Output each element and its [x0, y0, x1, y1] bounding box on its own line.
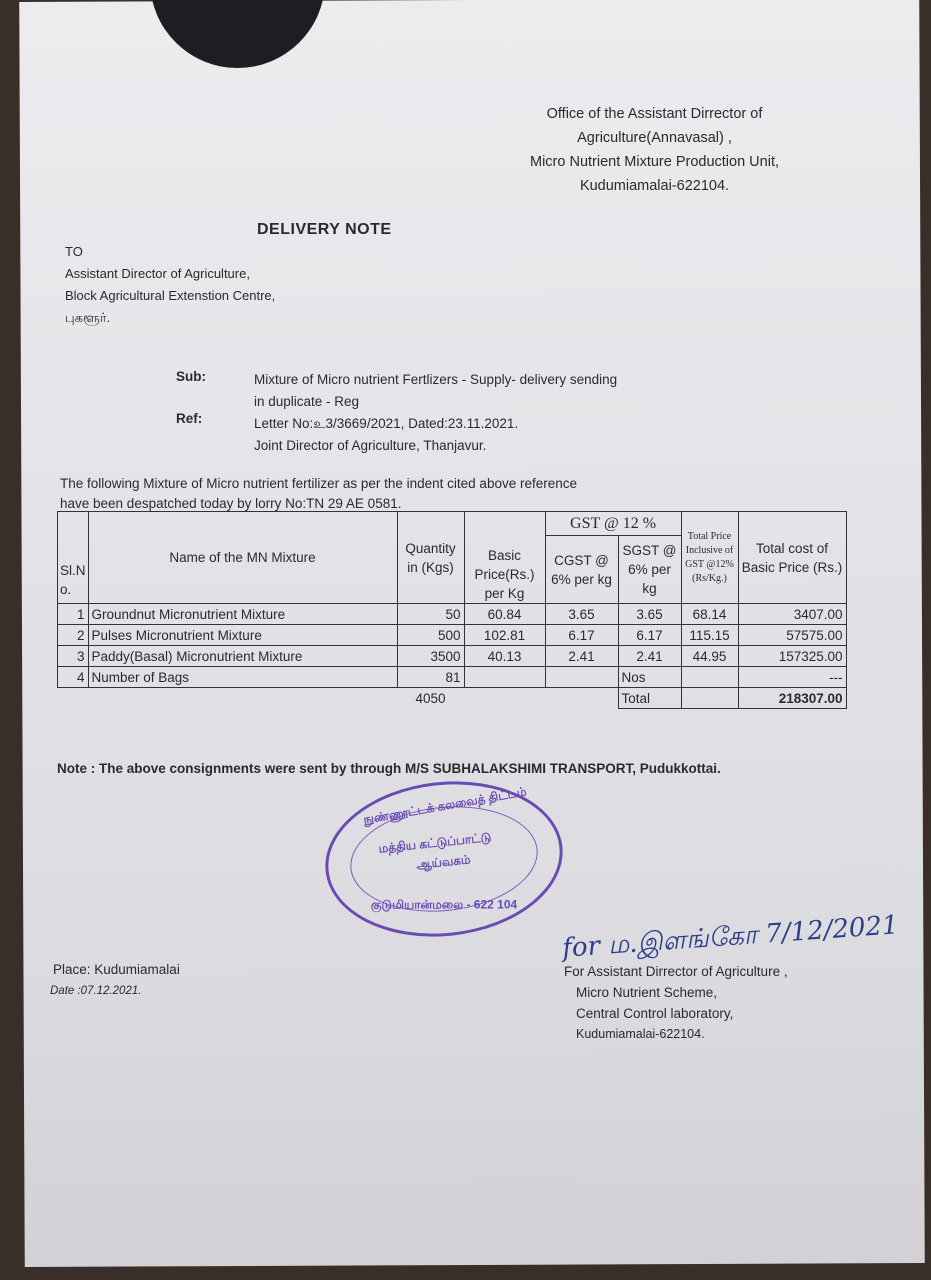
stamp-top-text: நுண்ணூட்டக் கலவைத் திட்டம்: [362, 784, 528, 827]
table-cell: 157325.00: [738, 646, 846, 667]
mixture-table: [57, 511, 847, 709]
header-sgst: SGST @ 6% per kg: [618, 536, 681, 604]
table-cell: [545, 667, 618, 688]
handwritten-signature: for ம.இளங்கோ 7/12/2021: [561, 910, 900, 964]
total-quantity: 4050: [415, 690, 446, 706]
place: Place: Kudumiamalai: [53, 962, 180, 977]
header-total-cost: Total cost of Basic Price (Rs.): [738, 512, 846, 604]
table-cell: 2: [58, 625, 89, 646]
header-name: Name of the MN Mixture: [88, 512, 397, 604]
signatory-line: Micro Nutrient Scheme,: [576, 985, 718, 1000]
table-cell: 4: [58, 667, 89, 688]
header-line: Micro Nutrient Mixture Production Unit,: [530, 154, 779, 170]
header-total-price: Total Price Inclusive of GST @12% (Rs/Kg.): [681, 512, 738, 604]
table-cell: 3: [58, 646, 89, 667]
intro-text: [60, 474, 577, 514]
table-cell: Pulses Micronutrient Mixture: [88, 625, 397, 646]
subject-line: in duplicate - Reg: [254, 394, 360, 409]
table-row: [58, 604, 847, 625]
header-gst: GST @ 12 %: [545, 512, 681, 536]
table-cell: [681, 667, 738, 688]
header-qty: Quantity in (Kgs): [397, 512, 464, 604]
table-cell: 60.84: [464, 604, 545, 625]
signatory-line: Central Control laboratory,: [576, 1006, 734, 1021]
table-cell: 3500: [397, 646, 464, 667]
table-cell: 44.95: [681, 646, 738, 667]
table-cell: 57575.00: [738, 625, 846, 646]
header-line: Kudumiamalai-622104.: [579, 178, 730, 194]
stamp-inner-text: ஆய்வகம்: [415, 852, 472, 872]
date: Date :07.12.2021.: [50, 985, 142, 997]
signatory-line: For Assistant Dirrector of Agriculture ,: [564, 964, 788, 979]
transport-note: Note : The above consignments were sent by through M/S SUBHALAKSHIMI TRANSPORT, Pudukkottai.: [57, 761, 721, 776]
ref-label: Ref:: [176, 411, 203, 426]
table-cell: 3407.00: [738, 604, 846, 625]
table-cell: Nos: [618, 667, 681, 688]
reference-line: Joint Director of Agriculture, Thanjavur.: [254, 438, 487, 453]
recipient-line: Assistant Director of Agriculture,: [65, 266, 250, 281]
to-label: TO: [65, 244, 83, 259]
table-cell: 115.15: [681, 625, 738, 646]
table-cell: [464, 667, 545, 688]
intro-line: The following Mixture of Micro nutrient fertilizer as per the indent cited above reference: [60, 476, 578, 491]
recipient-block: [65, 241, 275, 329]
stamp-bottom-text: குடுமியான்மலை - 622 104: [370, 897, 518, 912]
reference-line: Letter No:உ3/3669/2021, Dated:23.11.2021.: [254, 416, 519, 431]
table-cell: 6.17: [618, 625, 681, 646]
office-header: [530, 102, 779, 198]
header-cgst: CGST @ 6% per kg: [545, 536, 618, 604]
stamp-inner-text: மத்திய கட்டுப்பாட்டு: [377, 829, 492, 856]
signatory-line: Kudumiamalai-622104.: [576, 1027, 705, 1041]
table-cell: 81: [397, 667, 464, 688]
table-cell: 1: [58, 604, 89, 625]
header-basic-price: Basic Price(Rs.) per Kg: [464, 512, 545, 604]
header-line: Agriculture(Annavasal) ,: [577, 130, 732, 146]
table-cell: 50: [397, 604, 464, 625]
table-row: [58, 667, 847, 688]
table-cell: Number of Bags: [88, 667, 397, 688]
total-amount: 218307.00: [738, 688, 846, 709]
table-row: [58, 625, 847, 646]
table-cell: Paddy(Basal) Micronutrient Mixture: [88, 646, 397, 667]
table-cell: 68.14: [681, 604, 738, 625]
total-label: Total: [618, 688, 681, 709]
subject: [254, 369, 617, 457]
header-line: Office of the Assistant Dirrector of: [546, 106, 763, 122]
table-cell: 102.81: [464, 625, 545, 646]
table-cell: 6.17: [545, 625, 618, 646]
table-cell: 3.65: [545, 604, 618, 625]
table-cell: 500: [397, 625, 464, 646]
recipient-line: Block Agricultural Extenstion Centre,: [65, 288, 276, 303]
table-cell: 3.65: [618, 604, 681, 625]
document-title: DELIVERY NOTE: [257, 221, 392, 238]
table-cell: 40.13: [464, 646, 545, 667]
table-cell: 2.41: [618, 646, 681, 667]
subject-line: Mixture of Micro nutrient Fertlizers - Supply- delivery sending: [254, 372, 618, 387]
signatory-block: [564, 961, 788, 1045]
sub-label: Sub:: [176, 369, 206, 384]
intro-line: have been despatched today by lorry No:TN 29 AE 0581.: [60, 496, 402, 511]
recipient-line: புகளூர்.: [65, 310, 111, 325]
table-cell: ---: [738, 667, 846, 688]
table-cell: 2.41: [545, 646, 618, 667]
header-slno: Sl.N o.: [58, 512, 89, 604]
table-row: [58, 646, 847, 667]
table-cell: Groundnut Micronutrient Mixture: [88, 604, 397, 625]
